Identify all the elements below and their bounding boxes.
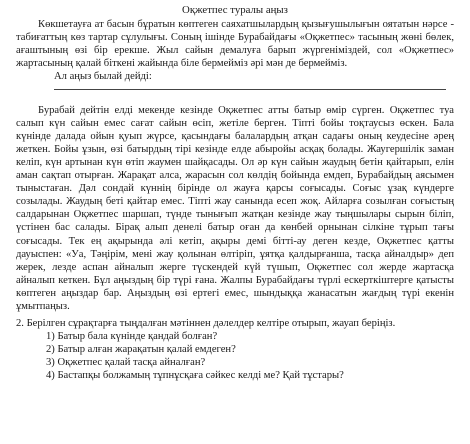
answer-line [54, 89, 446, 90]
question-item-1: 1) Батыр бала күнінде қандай болған? [46, 331, 218, 343]
question-item-2: 2) Батыр алған жарақатын қалай емдеген? [46, 344, 236, 356]
question-item-4: 4) Бастапқы болжамың тұпнұсқаға сәйкес келді ме? Қай тұстары? [46, 370, 344, 382]
lead-line: Ал аңыз былай дейді: [54, 71, 152, 83]
task-instruction: 2. Берілген сұрақтарға тыңдалған мәтіннен дәлелдер келтіре отырып, жауап беріңіз. [16, 318, 396, 330]
story-paragraph: Бурабай дейтін елді мекенде кезінде Оқжетпес атты батыр өмір сүрген. Оқжетпес туа салып күн сайын емес сағат сайын өсіп, жетіле берген. Тіпті бойы тоқтаусыз өскен. Бала күнінде далада ойын қуып жүрсе, қасындағы балалардың атқан садағы оның кеудесіне әрең жеткен. Бойы ұзын, өзі батырдың тірі кезінде елде абыройы асқақ болады. Жаугершілік заман келіп, күн артынан күн өтіп жаумен шайқасады. Ол әр күн сайын жаудың бетін қайтарып, елін аман сақтап отырған. Жарақат алса, жарасын сол көлдің бойында емдеп, Бурабайдың аясымен тыныстаған. Дәл сондай күннің бірінде ол жауға қарсы соғысады. Соғыс ұзақ күндерге созылады. Жаудың беті қайтар емес. Тіпті жау санында есеп жоқ. Айларға созылған соғыстың салдарынан Оқжетпес шаршап, түнде тынығып жатқан кезінде жау тыңшылары сырын біліп, үстінен бас салады. Бірақ алып денелі батыр оған да көнбей орнынан сілкіне тұрып тағы соғысады. Тек ең ақырында әлі кетіп, ақыры демі бітті-ау деген кезде, Оқжетпес қатты дауыспен: «Уа, Тәңірім, мені жау қолынан өлтіріп, ұятқа қалдырғанша, тасқа айналдыр» деп жерек, лезде аспан айналып жерге түскендей күй түшып, Оқжетпес сол жерде жартасқа айналып кеткен. Бұл аңыздың бір түрі ғана. Жалпы Бурабайдағы түрлі ескерткіштерге қатысты көптеген аңыздар бар. Аңыздың өзі ертегі емес, шындыққа жанасатын жағдың түрі екенін ұмытпаңыз. [16, 104, 454, 312]
question-item-3: 3) Оқжетпес қалай тасқа айналған? [46, 357, 206, 369]
document-title: Оқжетпес туралы аңыз [182, 4, 288, 16]
question-list [16, 330, 454, 382]
intro-paragraph: Көкшетауға ат басын бұратын көптеген саяхатшылардың қызығушылығын оятатын нәрсе - табиғаттың көз тартар сұлулығы. Соның ішінде Бурабайдағы «Оқжетпес» тасының жөні бөлек, ағаштының өзі бір ерекше. Жыл сайын демалуға барып жүргеніміздей, сол «Оқжетпес» жартасының қалай біткені жайында біле бермейміз әрі мән де бермейміз. [16, 19, 454, 70]
